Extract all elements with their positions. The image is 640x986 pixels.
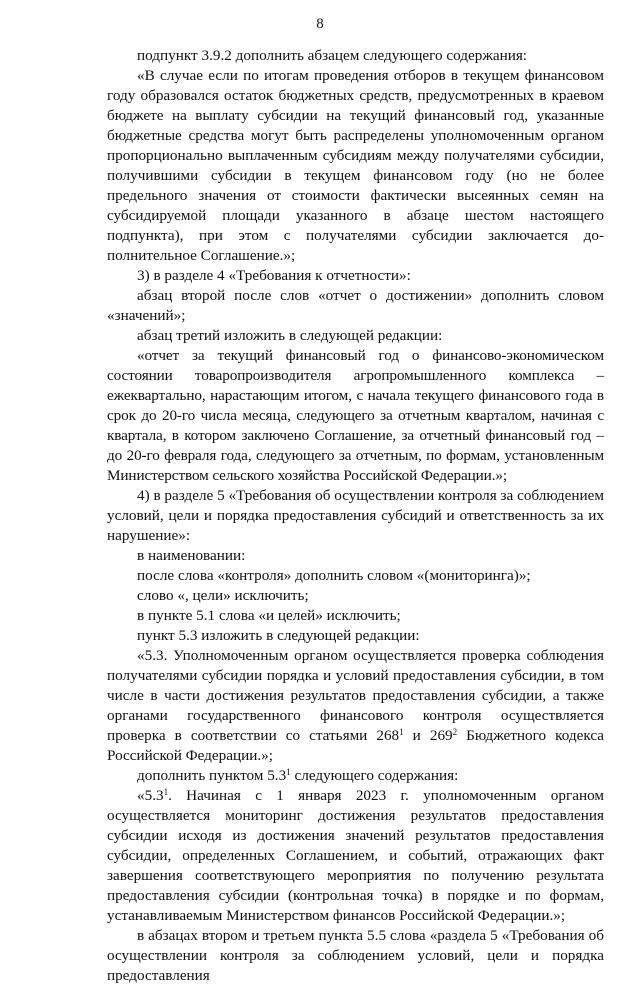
paragraph-add-531-end: следующего содержания: [290, 767, 459, 784]
paragraph-quote-budget-remainder: «В случае если по итогам проведения отборов в текущем финансовом году образовался остаток бюджетных средств, предусмотренных в краевом бюджете на выплату субсидии на текущий финансовый год, указанные бюджетные средства могут быть распределены уполномоченным органом пропорционально выплаченным субсидиям между получателями субсидии, получившими субсидии в текущем финансовом году (но не более предельного значения от стоимости фактически высеянных семян на субсидируемой площади указанного в абзаце шестом настоящего подпункта), при этом с получателями субсидии заключается дополнительное Соглашение.»; [107, 67, 604, 264]
paragraph-point-55: в абзацах втором и третьем пункта 5.5 слова «раздела 5 «Требования об осуществлении контроля за соблюдением условий, цели и порядка предоставления [107, 927, 604, 984]
superscript: 1 [399, 727, 404, 737]
paragraph-subpoint-392: подпункт 3.9.2 дополнить абзацем следующего содержания: [137, 47, 528, 64]
paragraph-add-531 [107, 766, 604, 786]
paragraph-quote-531-start: «5.3 [137, 787, 164, 804]
paragraph-quote-53-mid: и 269 [403, 727, 453, 744]
paragraph-section-5: 4) в разделе 5 «Требования об осуществлении контроля за соблюдением условий, цели и порядка предоставления субсидий и ответственность за их нарушение»: [107, 487, 604, 544]
paragraph-add-531-start: дополнить пунктом 5.3 [137, 767, 287, 784]
paragraph-quote-531-end: . Начиная с 1 января 2023 г. уполномоченным органом осуществляется мониторинг достижения результатов предоставления субсидии исходя из достижения значений результатов предоставления субсидии, определенных Соглашением, и событий, отражающих факт завершения соответствующего мероприятия по получению результата предоставления субсидии (контрольная точка) в порядке и по формам, устанавливаемым Министерством финансов Российской Федерации.»; [107, 787, 604, 924]
superscript: 2 [452, 727, 458, 737]
paragraph-quote-report: «отчет за текущий финансовый год о финансово-экономическом состоянии товаропроизводителя агропромышленного комплекса – ежеквартально, нарастающим итогом, с начала текущего финансового года в срок до 20-го числа месяца, следующего за отчетным кварталом, начиная с квартала, в котором заключено Соглашение, за отчетный финансовый год – до 20-го февраля года, следующего за отчетным, по формам, установленным Министерством сельского хозяйства Российской Федерации.»; [107, 347, 604, 484]
paragraph-exclude-goal: слово «, цели» исключить; [137, 587, 309, 604]
paragraph-quote-53-end: Бюджетного кодекса Российской Федерации.»; [107, 727, 604, 764]
superscript: 1 [163, 787, 169, 797]
paragraph-quote-53 [107, 646, 604, 766]
paragraph-second-abzac: абзац второй после слов «отчет о достижении» дополнить словом «значений»; [107, 287, 604, 324]
paragraph-point-51: в пункте 5.1 слова «и целей» исключить; [137, 607, 401, 624]
document-body [107, 46, 604, 986]
paragraph-after-control: после слова «контроля» дополнить словом «(мониторинга)»; [137, 567, 531, 584]
paragraph-quote-53-text: «5.3. Уполномоченным органом осуществляется проверка соблюдения получателями субсидии порядка и условий предоставления субсидии, в том числе в части достижения результатов предоставления субсидии, а также органами государственного финансового контроля осуществляется проверка в соответствии со статьями 268 [107, 647, 604, 744]
paragraph-point-53-intro: пункт 5.3 изложить в следующей редакции: [137, 627, 420, 644]
superscript: 1 [286, 767, 291, 777]
paragraph-section-4: 3) в разделе 4 «Требования к отчетности»: [137, 267, 411, 284]
page-number: 8 [316, 16, 324, 32]
paragraph-in-title: в наименовании: [137, 547, 246, 564]
paragraph-third-abzac: абзац третий изложить в следующей редакции: [137, 327, 443, 344]
paragraph-quote-531 [107, 786, 604, 926]
